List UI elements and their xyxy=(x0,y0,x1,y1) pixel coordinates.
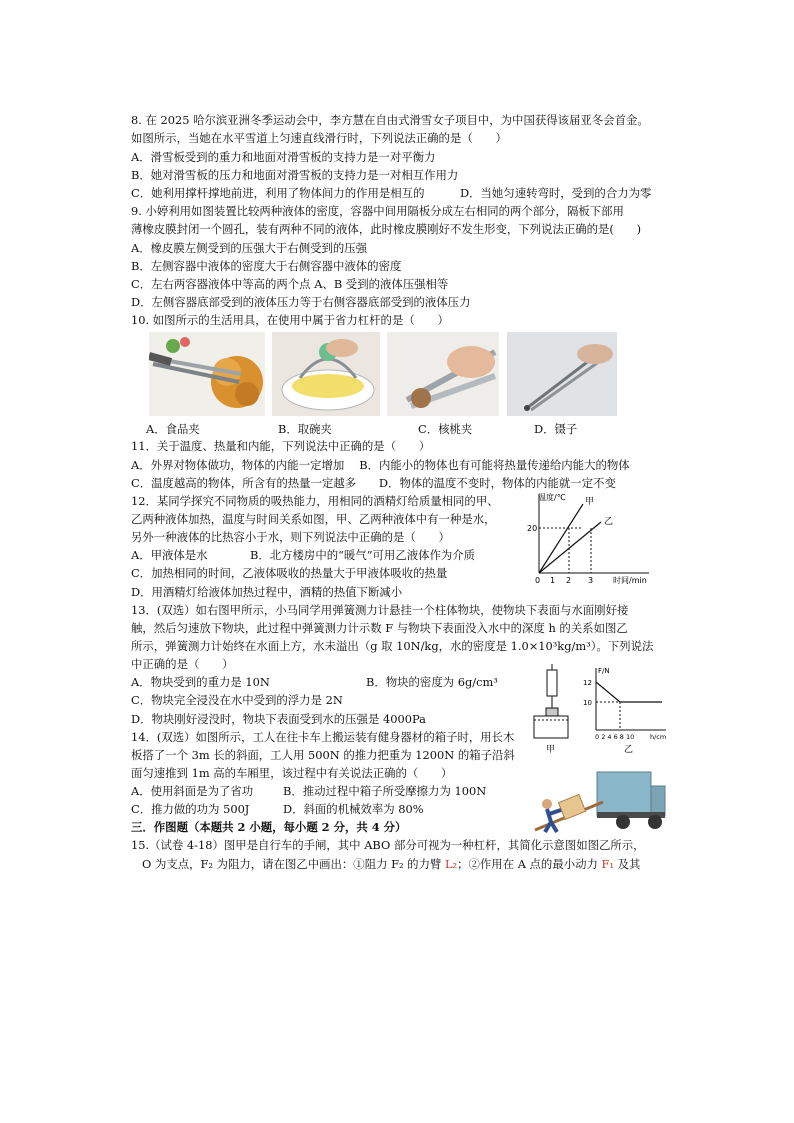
q9-option-b: B．左侧容器中液体的密度大于右侧容器中液体的密度 xyxy=(131,259,402,273)
q10-option-b: B．取碗夹 xyxy=(278,422,332,436)
q12-stem-2: 乙两种液体加热，温度与时间关系如图，甲、乙两种液体中有一种是水， xyxy=(131,512,496,526)
q14-option-b: B．推动过程中箱子所受摩擦力为 100N xyxy=(283,784,487,798)
q15-stem-2e: 及其 xyxy=(614,857,641,871)
spring-scale-apparatus xyxy=(530,664,570,754)
q13-option-a: A．物块受到的重力是 10N xyxy=(131,675,270,689)
l2-label: L₂ xyxy=(444,857,458,871)
x-axis-label: h/cm xyxy=(650,733,667,741)
q15-stem-1: 15.（试卷 4-18）图甲是自行车的手闸，其中 ABO 部分可视为一种杠杆，其简化示意图如图乙所示， xyxy=(131,838,645,852)
x-tick-0: 0 xyxy=(535,576,541,585)
temperature-time-graph xyxy=(525,490,655,585)
q9-option-d: D．左侧容器底部受到的液体压力等于右侧容器底部受到的液体压力 xyxy=(131,295,471,309)
bowl-clamp-photo xyxy=(272,332,380,416)
q15-stem-2c: ；②作用在 A 点的最小动力 xyxy=(457,857,602,871)
q13-option-c: C．物块完全浸没在水中受到的浮力是 2N xyxy=(131,693,343,707)
q13-stem-1: 13．(双选）如右图甲所示，小马同学用弹簧测力计悬挂一个柱体物块，使物块下表面与水面刚好接 xyxy=(131,603,629,617)
q10-stem: 10. 如图所示的生活用具，在使用中属于省力杠杆的是（ ） xyxy=(131,313,449,327)
x-tick-2: 2 xyxy=(566,576,572,585)
y-tick-10: 10 xyxy=(583,699,592,707)
q15-stem-2 xyxy=(142,856,640,872)
x-tick-3: 3 xyxy=(588,576,594,585)
q10-option-c: C．核桃夹 xyxy=(418,422,473,436)
q14-option-a: A．使用斜面是为了省功 xyxy=(131,784,254,798)
q13-stem-2: 触，然后匀速放下物块，此过程中弹簧测力计示数 F 与物块下表面没入水中的深度 h 的关系如图乙 xyxy=(131,621,628,635)
x-tick-1: 1 xyxy=(550,576,556,585)
q15-stem-2a: O 为支点，F₂ 为阻力，请在图乙中画出：①阻力 F₂ 的力臂 xyxy=(142,857,445,871)
figure-jia-label: 甲 xyxy=(546,745,556,754)
q9-stem-1: 9. 小婷利用如图装置比较两种液体的密度，容器中间用隔板分成左右相同的两个部分，隔板下部用 xyxy=(131,204,624,218)
q8-stem-2: 如图所示，当她在水平雪道上匀速直线滑行时，下列说法正确的是（ ） xyxy=(131,131,507,145)
y-axis-label: F/N xyxy=(598,667,610,675)
q10-option-a: A．食品夹 xyxy=(146,422,200,436)
q11-options-cd: C．温度越高的物体，所含有的热量一定越多 D．物体的温度不变时，物体的内能就一定不变 xyxy=(131,476,616,490)
q8-option-d: D．当她匀速转弯时，受到的合力为零 xyxy=(460,186,652,200)
q14-stem-1: 14．(双选）如图所示，工人在往卡车上搬运装有健身器材的箱子时，用长木 xyxy=(131,730,515,744)
q13-option-d: D．物块刚好浸没时，物块下表面受到水的压强是 4000Pa xyxy=(131,712,426,726)
q12-stem-1: 12．某同学探究不同物质的吸热能力，用相同的酒精灯给质量相同的甲、 xyxy=(131,494,499,508)
y-axis-label: 温度/℃ xyxy=(538,493,566,502)
q14-stem-3: 面匀速推到 1m 高的车厢里，该过程中有关说法正确的（ ） xyxy=(131,766,453,780)
q13-stem-4: 中正确的是（ ） xyxy=(131,657,234,671)
series-jia-line xyxy=(539,504,583,573)
f1-label: F₁ xyxy=(601,857,614,871)
q8-option-c: C．她利用撑杆撑地前进，利用了物体间力的作用是相互的 xyxy=(131,186,425,200)
q8-option-b: B．她对滑雪板的压力和地面对滑雪板的支持力是一对相互作用力 xyxy=(131,168,459,182)
q12-option-b: B．北方楼房中的“暖气”可用乙液体作为介质 xyxy=(250,548,476,562)
walnut-cracker-photo xyxy=(387,332,499,416)
series-yi-line xyxy=(539,522,601,573)
q12-stem-3: 另外一种液体的比热容小于水，则下列说法中正确的是（ ） xyxy=(131,530,450,544)
q12-option-d: D．用酒精灯给液体加热过程中，酒精的热值下断减小 xyxy=(131,585,403,599)
y-tick-12: 12 xyxy=(583,679,592,687)
x-axis-label: 时间/min xyxy=(613,576,647,585)
q14-option-c: C．推力做的功为 500J xyxy=(131,802,250,816)
food-tongs-photo xyxy=(149,332,265,416)
q10-option-d: D．镊子 xyxy=(534,422,578,436)
q11-stem: 11．关于温度、热量和内能，下列说法中正确的是（ ） xyxy=(131,439,431,453)
force-depth-graph xyxy=(578,664,670,756)
q8-option-a: A．滑雪板受到的重力和地面对滑雪板的支持力是一对平衡力 xyxy=(131,150,436,164)
q14-stem-2: 板搭了一个 3m 长的斜面，工人用 500N 的推力把重为 1200N 的箱子沿斜 xyxy=(131,748,515,762)
series-jia-label: 甲 xyxy=(585,497,595,507)
q13-option-b: B．物块的密度为 6g/cm³ xyxy=(366,675,498,689)
y-tick-20: 20 xyxy=(527,524,538,533)
q9-stem-2: 薄橡皮膜封闭一个圆孔，装有两种不同的液体，此时橡皮膜刚好不发生形变，下列说法正确的是( ) xyxy=(131,222,642,236)
q14-option-d: D．斜面的机械效率为 80% xyxy=(283,802,424,816)
q8-stem-1: 8. 在 2025 哈尔滨亚洲冬季运动会中，李方慧在自由式滑雪女子项目中，为中国获得该届亚冬会首金。 xyxy=(131,113,649,127)
q9-option-a: A．橡皮膜左侧受到的压强大于右侧受到的压强 xyxy=(131,241,368,255)
tweezers-photo xyxy=(507,332,617,416)
force-line-descending xyxy=(596,682,620,702)
q12-option-c: C．加热相同的时间，乙液体吸收的热量大于甲液体吸收的热量 xyxy=(131,566,448,580)
q12-option-a: A．甲液体是水 xyxy=(131,548,208,562)
q13-stem-3: 所示，弹簧测力计始终在水面上方，水未溢出（g 取 10N/kg，水的密度是 1.0×10³kg/m³）。下列说法 xyxy=(131,639,654,653)
q9-option-c: C．左右两容器液体中等高的两个点 A、B 受到的液体压强相等 xyxy=(131,277,449,291)
x-ticks: 0 2 4 6 8 10 xyxy=(595,733,635,741)
truck-ramp-illustration xyxy=(527,768,667,834)
figure-yi-label: 乙 xyxy=(624,745,634,755)
section-three-heading: 三．作图题（本题共 2 小题，每小题 2 分，共 4 分） xyxy=(131,820,407,834)
q11-options-ab: A．外界对物体做功，物体的内能一定增加 B．内能小的物体也有可能将热量传递给内能大的物体 xyxy=(131,458,630,472)
series-yi-label: 乙 xyxy=(604,517,614,527)
